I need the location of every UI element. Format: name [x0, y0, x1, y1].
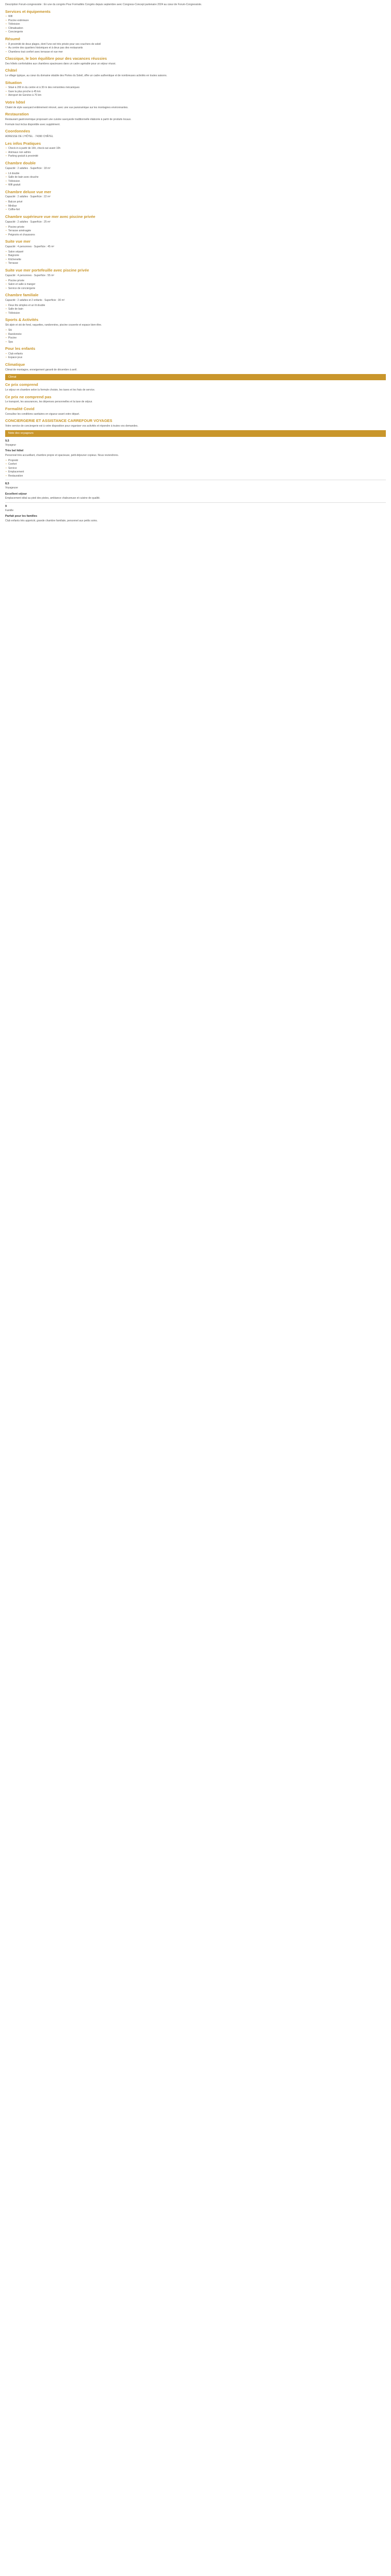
clim-text: Climat de montagne, enneigement garanti de décembre à avril. [5, 368, 77, 371]
list-item: • Télévision [5, 312, 386, 316]
room-title: Chambre double [5, 160, 36, 165]
sports-text: Ski alpin et ski de fond, raquettes, randonnées, piscine couverte et espace bien-être. [5, 324, 102, 327]
list-item: • Balcon privé [5, 200, 386, 205]
room-list [5, 200, 386, 212]
hook-text: Des hôtels confortables aux chambres spacieuses dans un cadre agréable pour un séjour réussi. [5, 62, 116, 65]
review-author: Voyageur [5, 443, 17, 447]
comprend-title: Ce prix comprend [5, 382, 38, 387]
room-list [5, 250, 386, 266]
list-item: • Piscine extérieure [5, 19, 386, 23]
divider [5, 502, 386, 503]
list-item: • Espace jeux [5, 356, 386, 360]
list-item: • Lit double [5, 172, 386, 176]
room-list [5, 279, 386, 291]
list-item: • Baignoire [5, 254, 386, 258]
services-title: Services et équipements [5, 9, 51, 14]
resume-title: Résumé [5, 36, 21, 41]
services-list [5, 15, 386, 35]
review-author: Voyageuse [5, 486, 18, 490]
infos-title: Les infos Pratiques [5, 141, 41, 146]
review-text: Personnel très accueillant, chambre propre et spacieuse, petit-déjeuner copieux. Nous reviendrons. [5, 453, 119, 457]
review-text: Emplacement idéal au pied des pistes, ambiance chaleureuse et cuisine de qualité. [5, 497, 101, 500]
room-title: Suite vue mer portefeuille avec piscine privée [5, 267, 89, 273]
list-item: • Situé à 200 m du centre et à 30 m des remontées mécaniques [5, 86, 386, 90]
list-item: • Club enfants [5, 352, 386, 357]
list-item: • Salon séparé [5, 250, 386, 255]
list-item: • Au centre des quartiers historiques et à deux pas des restaurants [5, 46, 386, 50]
noncomp-text: Le transport, les assurances, les dépenses personnelles et la taxe de séjour. [5, 400, 93, 404]
review-criteria [5, 459, 386, 479]
review-text: Club enfants très apprécié, grande chambre familiale, personnel aux petits soins. [5, 519, 98, 522]
sports-list [5, 329, 386, 344]
concierge-text: Votre service de conciergerie est à votre disposition pour organiser vos activités et répondre à toutes vos demandes. [5, 424, 138, 428]
room-list [5, 172, 386, 188]
review-score: 8,5 [5, 482, 9, 485]
room-text: Capacité : 4 personnes · Superficie : 45 m² [5, 245, 55, 248]
room-title: Chambre deluxe vue mer [5, 189, 52, 194]
list-item: • Conciergerie [5, 30, 386, 35]
room-text: Capacité : 4 personnes · Superficie : 55 m² [5, 274, 55, 277]
comprend-text: Le séjour en chambre selon la formule choisie, les taxes et les frais de service. [5, 388, 95, 392]
coord-text: ADRESSE DE L'HÔTEL · 74390 CHÂTEL [5, 135, 54, 138]
situation-title: Situation [5, 80, 22, 85]
room-title: Chambre familiale [5, 293, 39, 297]
list-item: • Piscine privée [5, 226, 386, 230]
hook-title: Classique, le bon équilibre pour des vacances réussies [5, 56, 107, 61]
review-score: 9 [5, 504, 7, 508]
reviews [5, 439, 386, 523]
room-title: Chambre supérieure vue mer avec piscine privée [5, 214, 95, 219]
review-title: Excellent séjour [5, 492, 27, 496]
chatel-text: Le village typique, au cœur du domaine skiable des Portes du Soleil, offre un cadre authentique et de nombreuses activités en toutes saisons. [5, 74, 167, 77]
list-item: • Wifi [5, 15, 386, 19]
forma-title: Formalité Covid [5, 406, 35, 411]
list-item: • Service de conciergerie [5, 287, 386, 291]
list-item: • Salon et salle à manger [5, 283, 386, 287]
room-text: Capacité : 2 adultes · Superficie : 25 m² [5, 220, 51, 224]
hotel-title: Votre hôtel [5, 99, 25, 105]
hotel-text: Chalet de style savoyard entièrement rénové, avec une vue panoramique sur les montagnes environnantes. [5, 106, 128, 109]
noncomp-title: Ce prix ne comprend pas [5, 394, 52, 399]
list-item: • Check-in à partir de 16h, check-out avant 10h [5, 147, 386, 151]
list-item: • Parking gratuit à proximité [5, 155, 386, 159]
infos-list [5, 147, 386, 159]
list-item: • Minibar [5, 205, 386, 209]
rooms [5, 161, 386, 316]
list-item: • Randonnée [5, 333, 386, 337]
room-text: Capacité : 2 adultes et 2 enfants · Superficie : 30 m² [5, 298, 65, 302]
room-text: Capacité : 2 adultes · Superficie : 18 m² [5, 166, 51, 170]
chatel-title: Châtel [5, 68, 17, 73]
sports-title: Sports & Activités [5, 317, 39, 323]
list-item: • Emplacement [5, 470, 386, 474]
review-score: 9,5 [5, 439, 9, 443]
list-item: • Terrasse [5, 262, 386, 266]
restauration-title: Restauration [5, 112, 29, 116]
list-item: • Propreté [5, 459, 386, 463]
list-item: • Piscine [5, 336, 386, 341]
restauration-note: Formule tout inclus disponible avec supplément. [5, 123, 60, 126]
list-item: • Confort [5, 463, 386, 467]
list-item: • Gare la plus proche à 45 km [5, 90, 386, 94]
list-item: • Service [5, 467, 386, 471]
list-item: • Télévision [5, 23, 386, 27]
list-item: • Télévision [5, 180, 386, 184]
review-title: Parfait pour les familles [5, 515, 38, 518]
list-item: • Climatisation [5, 27, 386, 31]
resume-list [5, 43, 386, 55]
list-item: • Ski [5, 329, 386, 333]
list-item: • Animaux non admis [5, 151, 386, 155]
list-item: • Restauration [5, 474, 386, 479]
intro: Description Forum-congressiste : En une du congrès Pour Formalités Congrès depuis septembre avec Congress-Concept partenaire 2024 au cœur de Forum-Congressiste. [5, 3, 202, 6]
list-item: • Terrasse aménagée [5, 229, 386, 233]
forma-text: Consultez les conditions sanitaires en vigueur avant votre départ. [5, 412, 80, 416]
list-item: • Peignoirs et chaussons [5, 233, 386, 238]
list-item: • Aéroport de Genève à 70 km [5, 94, 386, 98]
list-item: • Salle de bain avec douche [5, 176, 386, 180]
list-item: • Spa [5, 341, 386, 345]
kids-list [5, 352, 386, 360]
kids-title: Pour les enfants [5, 346, 36, 351]
room-title: Suite vue mer [5, 239, 31, 244]
list-item: • Wifi gratuit [5, 183, 386, 188]
restauration-text: Restaurant gastronomique proposant une cuisine savoyarde traditionnelle élaborée à partir de produits locaux. [5, 117, 132, 121]
concierge-title: CONCIERGERIE ET ASSISTANCE CARREFOUR VOYAGES [5, 418, 112, 423]
room-list [5, 226, 386, 238]
climate-bar: Climat [5, 374, 386, 380]
list-item: • À proximité de deux plages, dont l'une est très prisée pour ses couchers de soleil [5, 43, 386, 47]
review-author: Famille [5, 509, 14, 512]
review-title: Très bel hôtel [5, 449, 24, 453]
coord-title: Coordonnées [5, 129, 30, 134]
list-item: • Deux lits simples et un lit double [5, 304, 386, 308]
room-list [5, 304, 386, 316]
reviews-bar: Note des voyageurs [5, 430, 386, 436]
room-text: Capacité : 2 adultes · Superficie : 22 m² [5, 195, 51, 199]
list-item: • Coffre-fort [5, 208, 386, 212]
list-item: • Salle de bain [5, 308, 386, 312]
list-item: • Chambres tout confort avec terrasse et vue mer [5, 50, 386, 55]
list-item: • Kitchenette [5, 258, 386, 262]
clim-title: Climatique [5, 362, 25, 367]
situation-list [5, 86, 386, 98]
list-item: • Piscine privée [5, 279, 386, 283]
